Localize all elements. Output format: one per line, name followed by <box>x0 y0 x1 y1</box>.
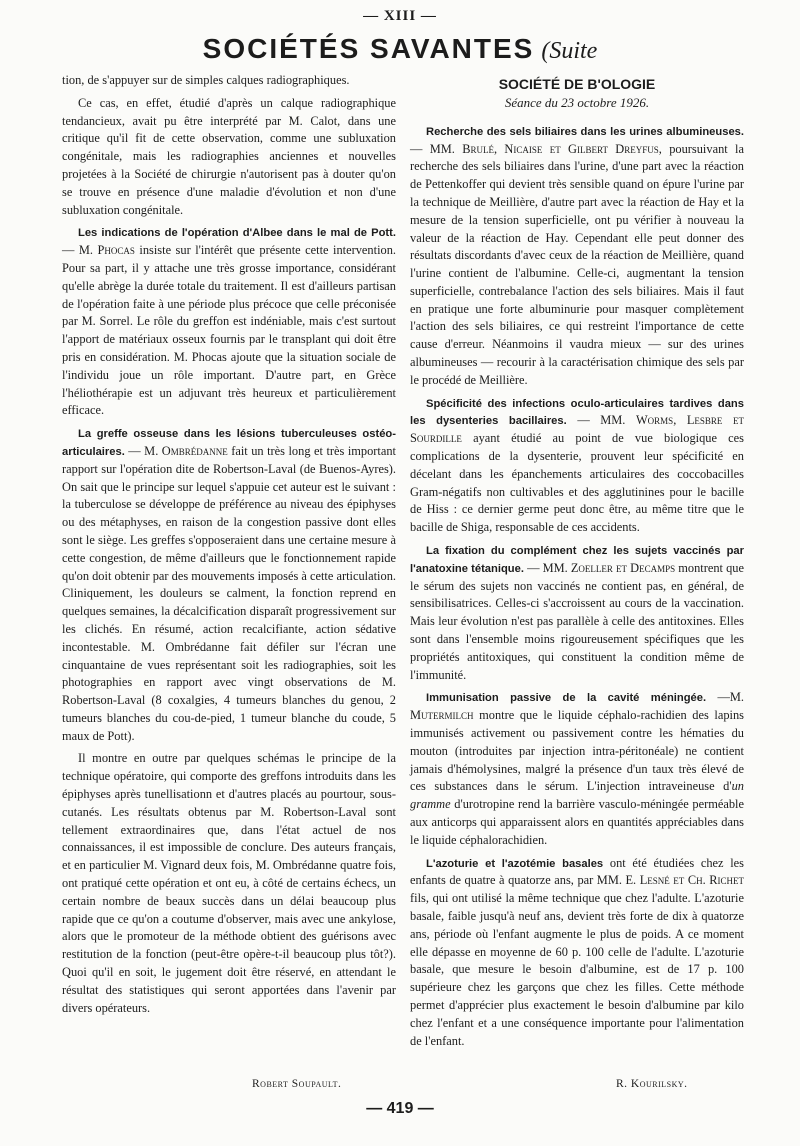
dash: — MM. <box>523 560 571 575</box>
paragraph: Il montre en outre par quelques schémas le principe de la technique opératoire, qui comporte des greffons introduits dans les épiphyses après tunellisationn et d'autres placés au pourtour, sous-cutanés. Les résultats obtenus par M. Robertson-Laval sont tellement extraordinaires que, dans l'état actuel de nos connaissances, il est impossible de conclure. Des auteurs français, et en particulier M. Vignard deux fois, M. Ombrédanne quatre fois, ont pratiqué cette opération et ont eu, à côté de certains échecs, un certain nombre de beaux succès dans un délai beaucoup plus rapide que ce qu'on a coutume d'observer, mais avec une ankylose, alors que le promoteur de la méthode obtient des guérisons avec restitution de la fonction (peut-être opère-t-il beaucoup plus tôt?). Quoi qu'il en soit, le jugement doit être réservé, en attendant le résultat des statistiques qui seront apportées dans l'avenir par divers opérateurs. <box>62 751 396 1015</box>
dash: —M. <box>706 690 744 705</box>
article-fixation <box>410 542 744 684</box>
dash: — MM. <box>410 141 463 156</box>
author-names: Zoeller et Decamps <box>570 560 676 575</box>
page-number: — 419 — <box>366 1100 434 1117</box>
article-heading: L'azoturie et l'azotémie basales <box>426 857 604 870</box>
paragraph: Ce cas, en effet, étudié d'après un calque radiographique tendancieux, avait pu être interprété par M. Calot, dans une critique qu'il fit de cette observation, comme une subluxation congénitale, mais les radiographies anciennes et nouvelles projetées à la Société de chirurgie n'autorisent pas à douter qu'on se trouve en présence d'une maladie d'évolution et non d'une subluxation congénitale. <box>62 95 396 217</box>
article-text: d'urotropine rend la barrière vasculo-méningée perméable aux anticorps qui apparaissent alors en quantités appréciables dans le liquide céphalorachidien. <box>410 797 744 847</box>
article-heading: Recherche des sels biliaires dans les urines albumineuses. <box>426 125 744 138</box>
article-heading: La greffe osseuse dans les lésions tuberculeuses ostéo-articulaires. <box>62 428 396 458</box>
dash: — M. <box>62 243 98 258</box>
article-text: insiste sur l'intérêt que présente cette intervention. Pour sa part, il y attache une très grosse importance, considérant qu'elle abrège la durée totale du traitement. Il est d'ailleurs partisan de l'opération faite à une période plus précoce que celle préconisée par M. Sorrel. Le rôle du greffon est indéniable, mais c'est surtout l'apport de matériaux osseux fournis par le transplant qui doit être pris en considération. M. Phocas ajoute que la situation sociale de l'individu joue un rôle important. D'autre part, en Grèce l'héliothérapie est un adjuvant très heureux et particulièrement efficace. <box>62 243 397 418</box>
signature-kourilsky: R. Kourilsky. <box>616 1078 688 1090</box>
article-heading: Spécificité des infections oculo-articulaires tardives dans les dysenteries bacillaires. <box>410 397 744 428</box>
article-heading: La fixation du complément chez les sujets vaccinés par l'anatoxine tétanique. <box>410 545 744 575</box>
society-title: SOCIÉTÉ DE B'OLOGIE <box>498 76 656 92</box>
author-name: Phocas <box>97 243 135 258</box>
section-title: SOCIÉTÉS SAVANTES <box>202 33 535 64</box>
section-suite: (Suite <box>541 38 598 64</box>
dash: — M. <box>124 443 162 458</box>
author-name: Ombrédanne <box>161 443 228 458</box>
article-immunisation <box>410 689 744 849</box>
signature-soupault: Robert Soupault. <box>252 1078 342 1090</box>
article-text: montrent que le sérum des sujets non vaccinés ne contient pas, en général, de sensibilisatrices. Celles-ci s'accroissent au cours de la vaccination. Mais leur évolution n'est pas parallèle à celle des antitoxines. Elles sont dans l'ensemble moins rigoureusement spécifiques que les propriétés antitoxiques, qui constituent la condition même de l'immunité. <box>410 560 744 682</box>
paragraph: tion, de s'appuyer sur de simples calques radiographiques. <box>62 73 350 87</box>
page-header <box>0 33 800 66</box>
article-biliaires <box>410 123 744 390</box>
article-greffe <box>62 425 396 745</box>
article-text: fait un très long et très important rapport sur l'opération dite de Robertson-Laval (de Buenos-Ayres). On sait que le principe sur lequel s'appuie cet auteur est le suivant : la tuberculose se développe de préférence au niveau des épiphyses ou des métaphyses, en raison de la congestion passive dont elles sont le siège. Les greffes s'opposeraient dans une certaine mesure à cette congestion, de même d'ailleurs que le fonctionnement rapide qu'on doit obtenir par des mouvements imposés à cette articulation. Cliniquement, les douleurs se calment, la fonction reprend en quelques semaines, la décalcification disparaît progressivement sur les clichés. En résumé, action recalcifiante, action sédative incontestable. M. Ombrédanne fait défiler sur l'écran une cinquantaine de vues représentant soit les radiographies, soit les photographies en rapport avec vingt observations de M. Robertson-Laval (8 coxalgies, 4 tumeurs blanches du genou, 2 tumeurs blanches du cou-de-pied, 1 tumeur blanche du coude, 5 maux de Pott). <box>62 443 396 743</box>
article-text: ont été étudiées chez les enfants de quatre à quatorze ans, par MM. <box>410 855 744 888</box>
article-azoturie <box>410 855 744 1051</box>
article-text: montre que le liquide céphalo-rachidien des lapins immunisés activement ou passivement contre les hématies du mouton (introduites par injection intra-péritonéale) ne contient jamais d'hémolysines, malgré la présence d'un taux très élevé de ces substances dans le sérum. L'injection intraveineuse d' <box>410 708 744 794</box>
author-names: E. Lesné et Ch. Richet <box>625 873 744 888</box>
article-heading: Les indications de l'opération d'Albee dans le mal de Pott. <box>78 227 396 240</box>
author-names: Worms, Lesbre et Sourdille <box>410 413 744 446</box>
dash: — MM. <box>566 413 636 428</box>
article-albee <box>62 224 396 420</box>
author-names: Mutermilch <box>410 708 474 723</box>
author-names: Brulé, Nicaise et Gilbert Dreyfus <box>462 141 659 156</box>
page-marker: — XIII — <box>363 8 437 24</box>
italic-text: un gramme <box>410 779 744 812</box>
right-column <box>410 72 744 1055</box>
article-text: fils, qui ont utilisé la même technique que chez l'adulte. L'azoturie basale, faible jusqu'à neuf ans, devient très forte de dix à quatorze ans, période où l'enfant augmente le plus de poids. A ce moment elle dépasse en moyenne de 60 p. 100 celle de l'adulte. L'azoturie basale, que mesure le besoin d'albumine, est de 17 p. 100 supérieure chez les garçons que chez les filles. Cette méthode permet d'apprécier plus exactement le besoin d'albumine par kilo chez l'enfant et a une conséquence importante pour l'alimentation de l'enfant. <box>410 891 744 1048</box>
session-date: Séance du 23 octobre 1926. <box>504 95 650 111</box>
article-text: , poursuivant la recherche des sels biliaires dans l'urine, d'une part avec la réaction de Pettenkoffer qui devient très sensible quand on épure l'urine par la technique de Meillière, d'autre part avec la réaction de Hay et la mesure de la tension superficielle, ont pu vérifier à nouveau la valeur de la réaction de Hay. Cependant elle peut donner des résultats discordants d'avec ceux de la réaction de Meillière, quand l'urine contient de l'albumine. Celle-ci, augmentant la tension superficielle, contrebalance l'action des sels biliaires. Mais il faut en pratique une forte albuminurie pour masquer complètement l'action des sels biliaires, ce qui restreint l'importance de cette cause d'erreur. Néanmoins il vaudra mieux — sur des urines albumineuses — recourir à la caractérisation chimique des sels par le procédé de Meillière. <box>410 141 744 387</box>
article-specificite <box>410 395 744 537</box>
left-column <box>62 72 396 1022</box>
article-text: ayant étudié au point de vue biologique ces complications de la dysenterie, prouvent leur spécificité en décelant dans les épanchements articulaires des coccobacilles Gram-négatifs non cultivables et des agglutinines pour le bacille de Hiss : ce dernier germe peut donc être, au même titre que le bacille de Shiga, responsable de ces accidents. <box>410 431 744 535</box>
article-heading: Immunisation passive de la cavité méningée. <box>426 692 707 705</box>
